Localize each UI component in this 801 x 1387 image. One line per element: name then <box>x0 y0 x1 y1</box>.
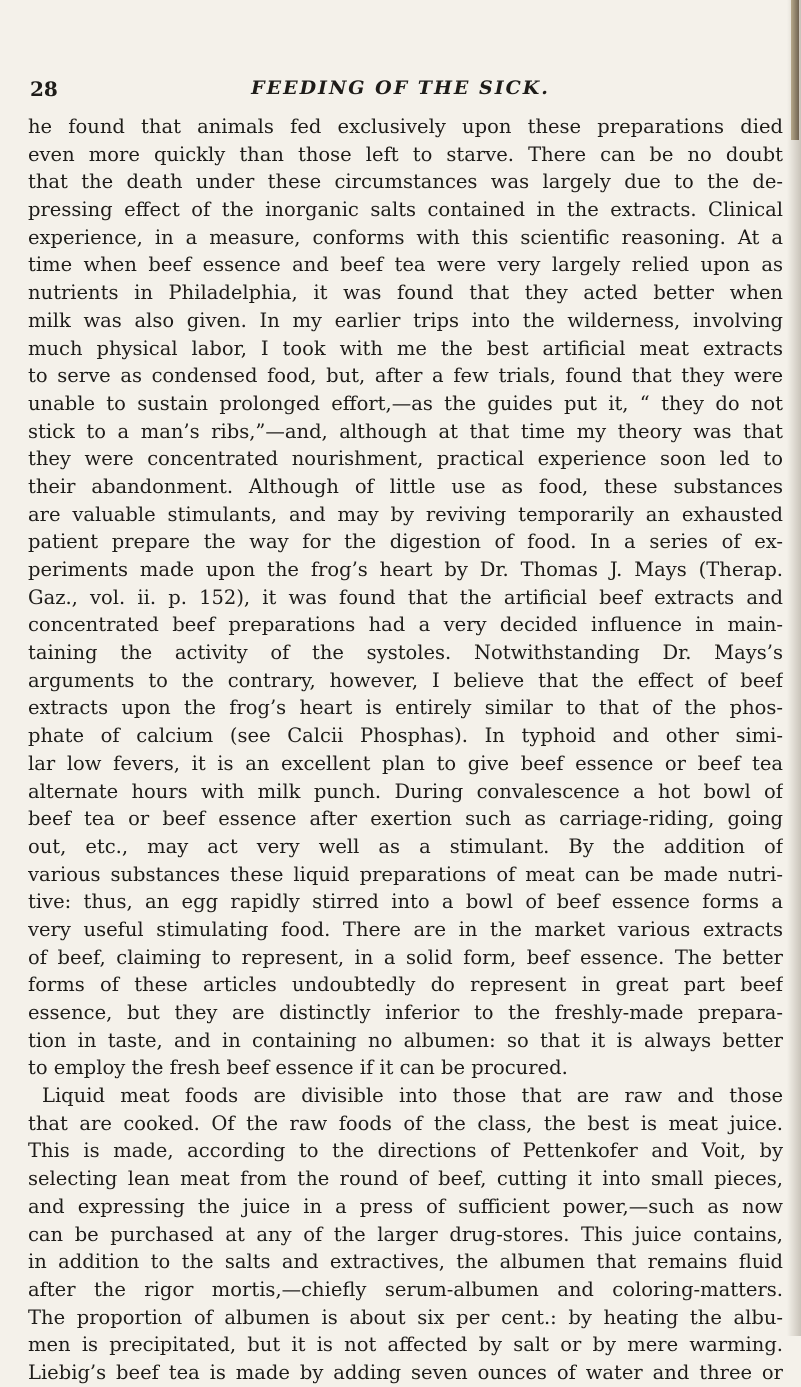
text-line: The proportion of albumen is about six per cent.: by heating the albu- <box>28 1305 783 1329</box>
text-line: after the rigor mortis,—chiefly serum-albumen and coloring-matters. <box>28 1277 783 1301</box>
text-line: their abandonment. Although of little use as food, these substances <box>28 474 783 498</box>
text-line: beef tea or beef essence after exertion such as carriage-riding, going <box>28 807 783 831</box>
text-line: out, etc., may act very well as a stimulant. By the addition of <box>28 834 783 858</box>
text-line: to serve as condensed food, but, after a few trials, found that they were <box>28 364 783 388</box>
text-line: to employ the fresh beef essence if it can be procured. <box>28 1056 568 1080</box>
text-line: Liquid meat foods are divisible into those that are raw and those <box>42 1084 783 1108</box>
text-line: experience, in a measure, conforms with this scientific reasoning. At a <box>28 225 783 249</box>
text-line: that the death under these circumstances was largely due to the de- <box>28 170 783 194</box>
text-line: forms of these articles undoubtedly do represent in great part beef <box>28 973 783 997</box>
text-line: periments made upon the frog’s heart by Dr. Thomas J. Mays (Therap. <box>28 558 783 581</box>
page-number: 28 <box>30 77 58 101</box>
text-line: very useful stimulating food. There are in the market various extracts <box>28 917 783 941</box>
text-line: selecting lean meat from the round of beef, cutting it into small pieces, <box>28 1167 783 1191</box>
text-line: milk was also given. In my earlier trips into the wilderness, involving <box>28 308 783 332</box>
text-line: in addition to the salts and extractives, the albumen that remains fluid <box>28 1250 783 1274</box>
text-line: time when beef essence and beef tea were very largely relied upon as <box>28 253 783 277</box>
text-line: he found that animals fed exclusively upon these preparations died <box>28 115 783 138</box>
text-line: essence, but they are distinctly inferior to the freshly-made prepara- <box>28 1001 783 1024</box>
text-line: even more quickly than those left to starve. There can be no doubt <box>28 142 783 166</box>
text-line: tion in taste, and in containing no albumen: so that it is always better <box>28 1028 783 1052</box>
text-line: that are cooked. Of the raw foods of the class, the best is meat juice. <box>28 1111 783 1135</box>
text-line: This is made, according to the directions of Pettenkofer and Voit, by <box>28 1139 783 1163</box>
text-line: taining the activity of the systoles. Notwithstanding Dr. Mays’s <box>28 641 783 665</box>
text-line: they were concentrated nourishment, practical experience soon led to <box>28 447 783 471</box>
text-line: tive: thus, an egg rapidly stirred into a bowl of beef essence forms a <box>28 890 783 914</box>
text-line: phate of calcium (see Calcii Phosphas). In typhoid and other simi- <box>28 724 783 748</box>
page-edge-shadow <box>787 0 801 1336</box>
text-line: alternate hours with milk punch. During convalescence a hot bowl of <box>28 779 783 803</box>
text-line: men is precipitated, but it is not affected by salt or by mere warming. <box>28 1333 783 1357</box>
text-line: stick to a man’s ribs,”—and, although at that time my theory was that <box>28 419 783 443</box>
text-line: various substances these liquid preparations of meat can be made nutri- <box>28 862 783 886</box>
text-line: arguments to the contrary, however, I believe that the effect of beef <box>28 668 783 692</box>
text-line: and expressing the juice in a press of sufficient power,—such as now <box>28 1194 783 1218</box>
text-line: Gaz., vol. ii. p. 152), it was found that the artificial beef extracts and <box>28 585 783 609</box>
running-head: FEEDING OF THE SICK. <box>251 77 550 99</box>
body-text <box>28 113 783 1387</box>
text-line: extracts upon the frog’s heart is entirely similar to that of the phos- <box>28 696 783 720</box>
text-line: Liebig’s beef tea is made by adding seven ounces of water and three or <box>28 1360 783 1384</box>
text-line: of beef, claiming to represent, in a solid form, beef essence. The better <box>28 945 783 969</box>
text-line: can be purchased at any of the larger drug-stores. This juice contains, <box>28 1222 783 1246</box>
text-line: patient prepare the way for the digestion of food. In a series of ex- <box>28 530 783 554</box>
text-line: unable to sustain prolonged effort,—as the guides put it, “ they do not <box>28 391 783 415</box>
text-line: lar low fevers, it is an excellent plan to give beef essence or beef tea <box>28 751 783 775</box>
text-line: are valuable stimulants, and may by reviving temporarily an exhausted <box>28 502 783 526</box>
text-line: much physical labor, I took with me the best artificial meat extracts <box>28 336 783 360</box>
text-line: pressing effect of the inorganic salts contained in the extracts. Clinical <box>28 198 783 222</box>
text-line: concentrated beef preparations had a very decided influence in main- <box>28 613 783 637</box>
text-line: nutrients in Philadelphia, it was found that they acted better when <box>28 281 783 305</box>
page-edge-binding <box>791 0 799 140</box>
